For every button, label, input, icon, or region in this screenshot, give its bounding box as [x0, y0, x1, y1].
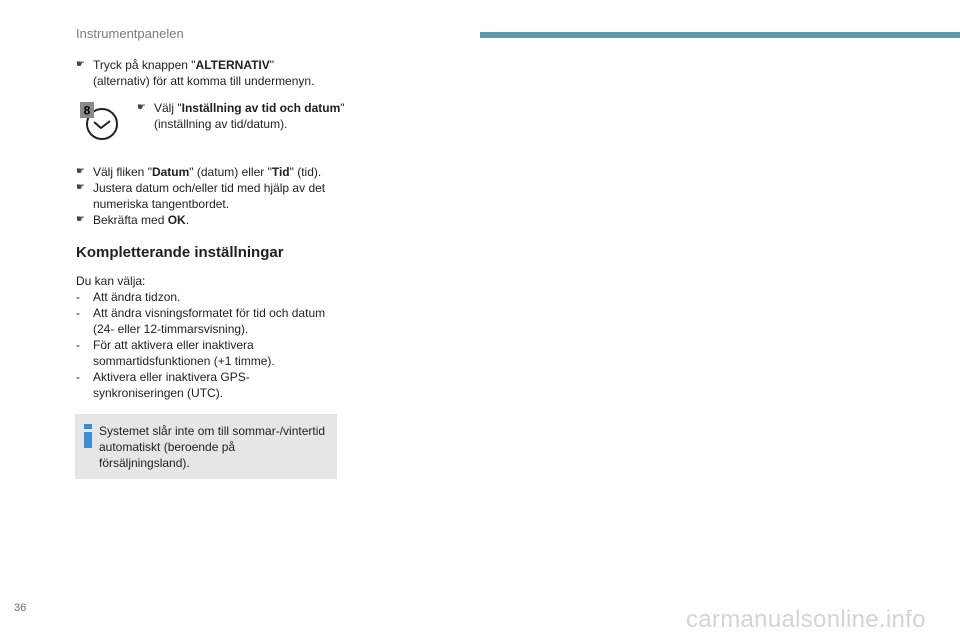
step3-bold1: Datum — [151, 165, 190, 179]
clock-icon — [80, 102, 120, 142]
step5-text-after: . — [185, 213, 190, 227]
clock-icon-badge: 8 — [83, 103, 91, 118]
step3-text-before: Välj fliken " — [93, 165, 152, 179]
watermark: carmanualsonline.info — [686, 606, 926, 633]
step5-bold: OK — [167, 213, 186, 227]
options-list — [76, 273, 338, 401]
header-accent-bar — [480, 32, 960, 38]
options-intro: Du kan välja: — [76, 274, 146, 288]
pointer-bullet-icon: ☛ — [76, 182, 85, 193]
step1-text-after: " — [269, 58, 275, 72]
list-item: - Att ändra visningsformatet för tid och datum (24- eller 12-timmarsvisning). — [76, 306, 326, 336]
section-heading: Kompletterande inställningar — [76, 244, 284, 261]
info-note-box — [75, 414, 337, 479]
list-item: - För att aktivera eller inaktivera sommartidsfunktionen (+1 timme). — [76, 338, 275, 368]
pointer-bullet-icon: ☛ — [76, 166, 85, 177]
list-item-text: Att ändra visningsformatet för tid och datum (24- eller 12-timmarsvisning). — [93, 306, 326, 336]
step2-bold: Inställning av tid och datum — [181, 101, 341, 115]
step-valj-installning — [137, 100, 359, 132]
steps-list — [76, 164, 338, 228]
step-bekrafta — [76, 212, 338, 228]
step-justera — [76, 180, 338, 212]
step3-text-mid: " (datum) eller " — [189, 165, 272, 179]
step4-text: Justera datum och/eller tid med hjälp av det numeriska tangentbordet. — [93, 181, 326, 211]
step2-text-after: " (inställning av tid/datum). — [154, 101, 345, 131]
pointer-bullet-icon: ☛ — [76, 214, 85, 225]
step1-line2: (alternativ) för att komma till undermenyn. — [93, 74, 315, 88]
step3-bold2: Tid — [271, 165, 290, 179]
list-item-text: För att aktivera eller inaktivera sommartidsfunktionen (+1 timme). — [93, 338, 275, 368]
pointer-bullet-icon: ☛ — [76, 59, 85, 70]
list-item: - Att ändra tidzon. — [76, 290, 181, 304]
list-item: - Aktivera eller inaktivera GPS-synkroniseringen (UTC). — [76, 370, 250, 400]
step3-text-after: " (tid). — [289, 165, 322, 179]
step1-bold: ALTERNATIV — [195, 58, 270, 72]
list-item-text: Aktivera eller inaktivera GPS-synkroniseringen (UTC). — [93, 370, 250, 400]
step2-text-before: Välj " — [154, 101, 182, 115]
info-icon — [84, 424, 92, 448]
info-note-text: Systemet slår inte om till sommar-/vintertid automatiskt (beroende på försäljningsland). — [99, 424, 326, 470]
page-number: 36 — [14, 602, 27, 614]
header-title: Instrumentpanelen — [76, 26, 184, 41]
step-tryck-alternativ — [76, 57, 355, 89]
step5-text-before: Bekräfta med — [93, 213, 168, 227]
list-item-text: Att ändra tidzon. — [93, 290, 181, 304]
step1-text-before: Tryck på knappen " — [93, 58, 196, 72]
step-valj-fliken — [76, 164, 338, 180]
pointer-bullet-icon: ☛ — [137, 102, 146, 113]
